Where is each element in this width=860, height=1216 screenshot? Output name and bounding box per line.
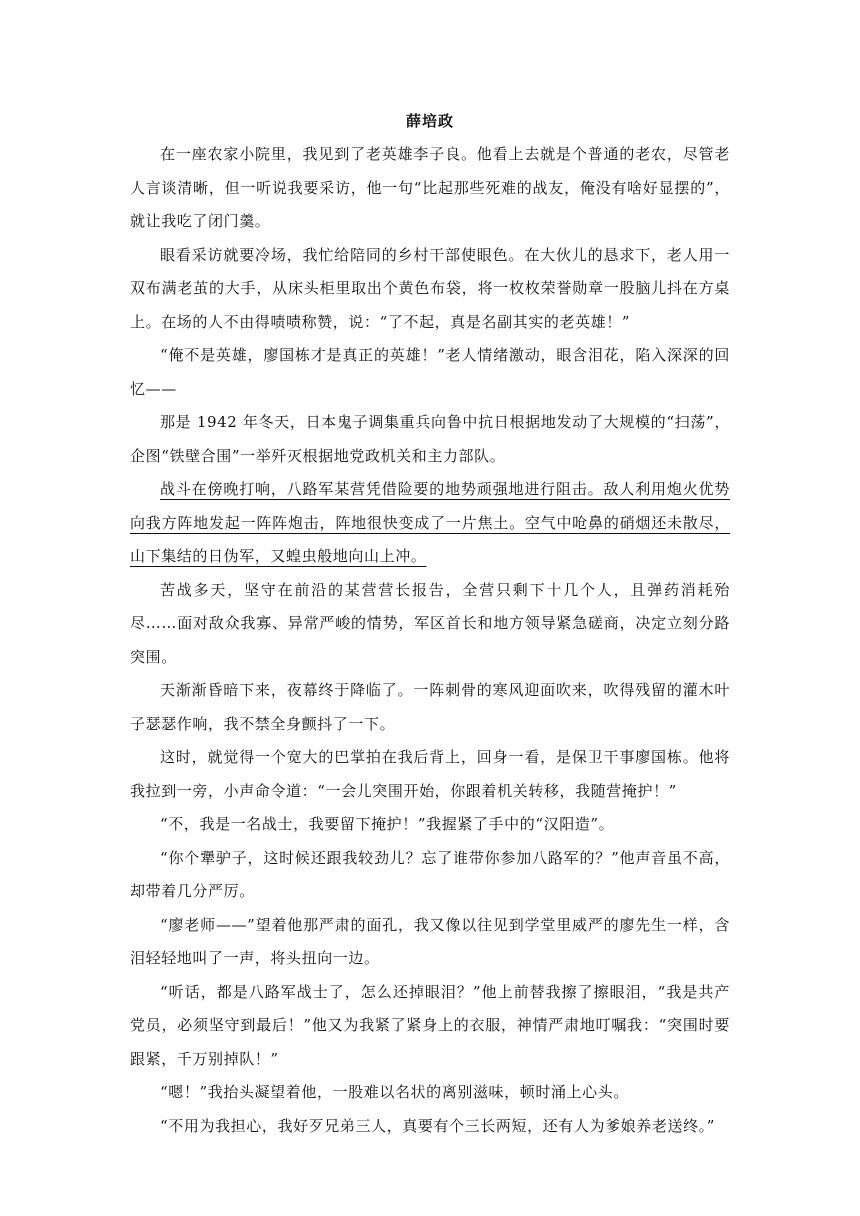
paragraph-list [130, 138, 730, 1143]
paragraph: 眼看采访就要冷场，我忙给陪同的乡村干部使眼色。在大伙儿的恳求下，老人用一双布满老茧的大手，从床头柜里取出个黄色布袋，将一枚枚荣誉勋章一股脑儿抖在方桌上。在场的人不由得啧啧称赞，说：“了不起，真是名副其实的老英雄！” [130, 245, 730, 331]
paragraph: “不，我是一名战士，我要留下掩护！”我握紧了手中的“汉阳造”。 [160, 815, 615, 833]
paragraph: 那是 1942 年冬天，日本鬼子调集重兵向鲁中抗日根据地发动了大规模的“扫荡”，企图“铁壁合围”一举歼灭根据地党政机关和主力部队。 [130, 413, 730, 465]
paragraph: 这时，就觉得一个宽大的巴掌拍在我后背上，回身一看，是保卫干事廖国栋。他将我拉到一旁，小声命令道：“一会儿突围开始，你跟着机关转移，我随营掩护！” [130, 748, 730, 800]
paragraph: “不用为我担心，我好歹兄弟三人，真要有个三长两短，还有人为爹娘养老送终。” [160, 1116, 716, 1135]
paragraph: “嗯！”我抬头凝望着他，一股难以名状的离别滋味，顿时涌上心头。 [160, 1083, 629, 1101]
underlined-passage: 战斗在傍晚打响，八路军某营凭借险要的地势顽强地进行阻击。敌人利用炮火优势向我方阵地发起一阵阵炮击，阵地很快变成了一片焦土。空气中呛鼻的硝烟还未散尽，山下集结的日伪军，又蝗虫般地向山上冲。 [130, 480, 730, 565]
paragraph [130, 473, 730, 574]
document-page [130, 106, 730, 1143]
paragraph: “听话，都是八路军战士了，怎么还掉眼泪？”他上前替我擦了擦眼泪，“我是共产党员，必须坚守到最后！”他又为我紧了紧身上的衣服，神情严肃地叮嘱我：“突围时要跟紧，千万别掉队！” [130, 982, 730, 1068]
paragraph: 苦战多天，坚守在前沿的某营营长报告，全营只剩下十几个人，且弹药消耗殆尽……面对敌众我寡、异常严峻的情势，军区首长和地方领导紧急磋商，决定立刻分路突围。 [130, 580, 730, 666]
author-title: 薛培政 [405, 112, 454, 130]
paragraph: “俺不是英雄，廖国栋才是真正的英雄！”老人情绪激动，眼含泪花，陷入深深的回忆—— [130, 346, 730, 398]
paragraph: 在一座农家小院里，我见到了老英雄李子良。他看上去就是个普通的老农，尽管老人言谈清晰，但一听说我要采访，他一句“比起那些死难的战友，俺没有啥好显摆的”，就让我吃了闭门羹。 [130, 145, 730, 230]
paragraph: 天渐渐昏暗下来，夜幕终于降临了。一阵刺骨的寒风迎面吹来，吹得残留的灌木叶子瑟瑟作响，我不禁全身颤抖了一下。 [130, 681, 730, 733]
paragraph: “廖老师——”望着他那严肃的面孔，我又像以往见到学堂里威严的廖先生一样，含泪轻轻地叫了一声，将头扭向一边。 [130, 915, 730, 967]
paragraph: “你个犟驴子，这时候还跟我较劲儿？忘了谁带你参加八路军的？”他声音虽不高，却带着几分严厉。 [130, 848, 730, 900]
